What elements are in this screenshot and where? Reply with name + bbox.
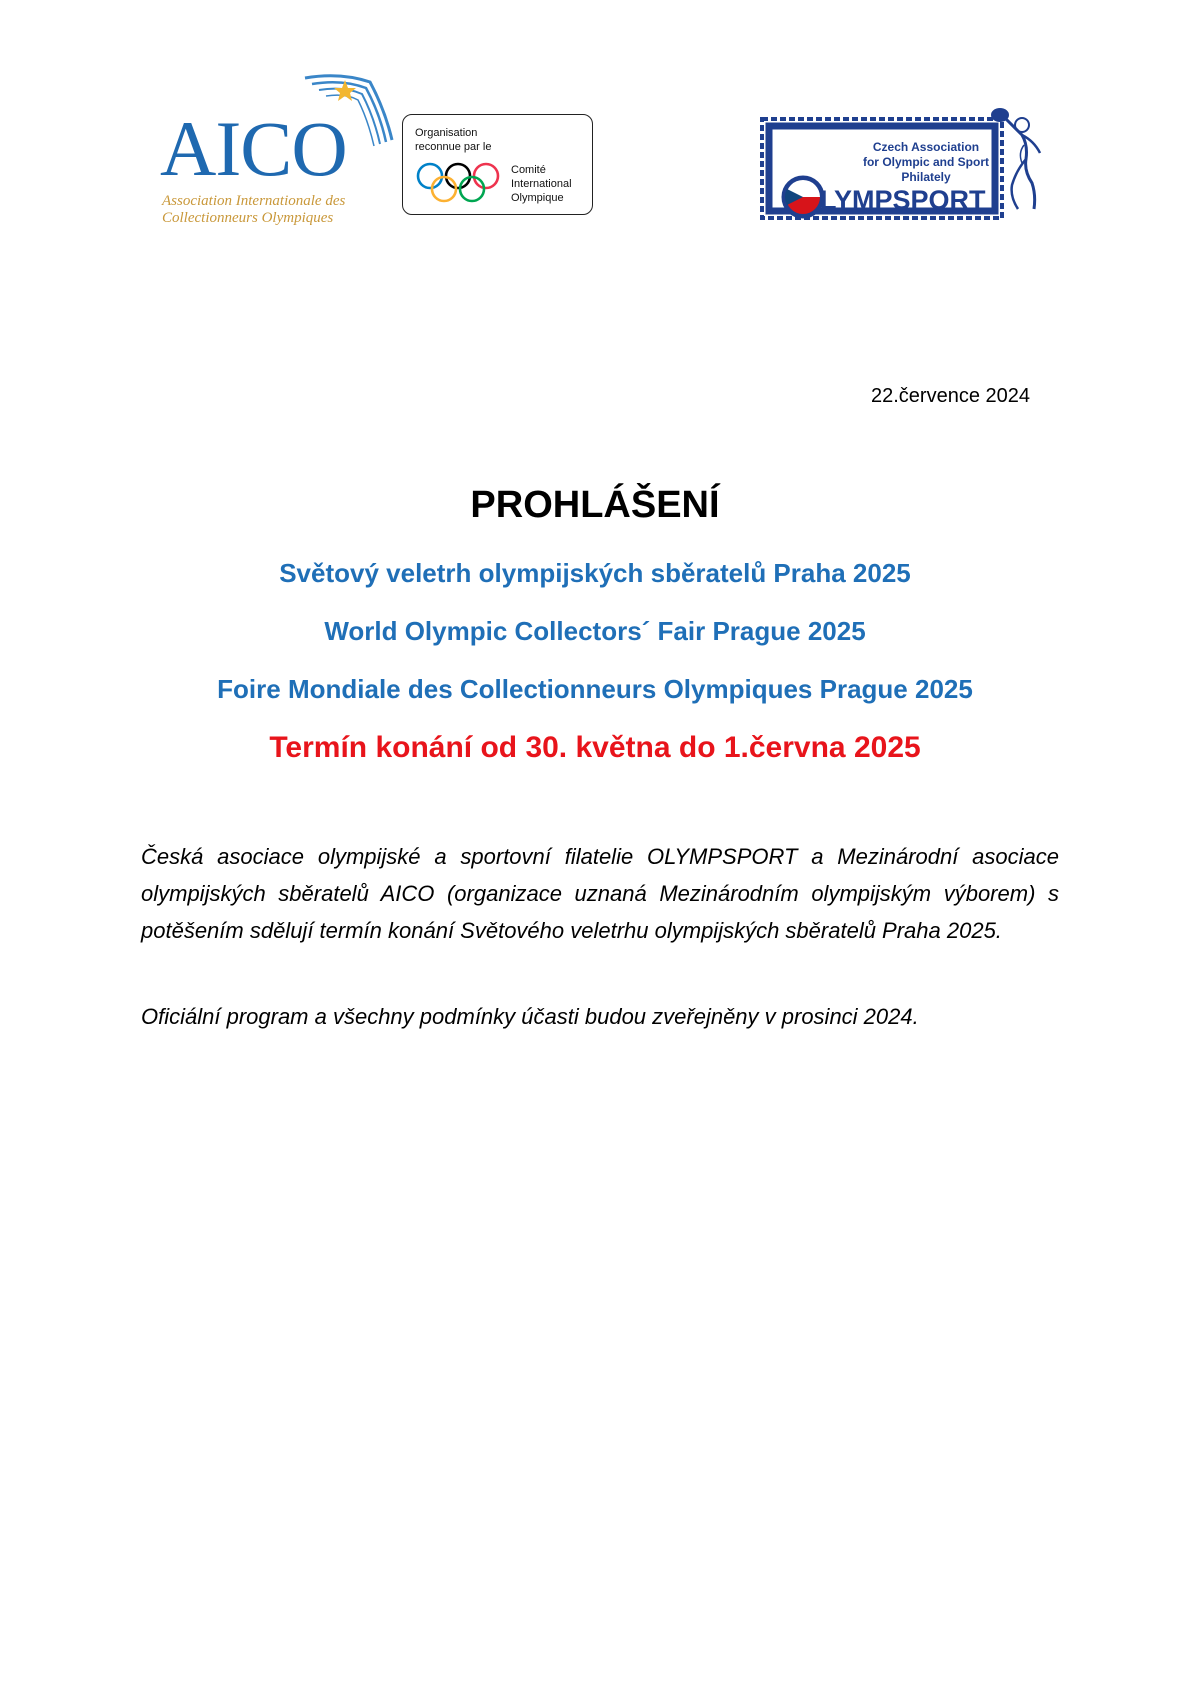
aico-subtitle-line2: Collectionneurs Olympiques [162,210,334,226]
document-heading: PROHLÁŠENÍ [470,484,720,526]
olympsport-logo [760,105,1045,220]
ioc-committee-line2: International [511,178,572,190]
olympsport-line3: Philately [901,170,951,184]
ioc-committee-line1: Comité [511,164,546,176]
subtitle-czech: Světový veletrh olympijských sběratelů Praha 2025 [279,558,911,588]
ioc-badge-line1: Organisation [415,127,478,139]
ioc-committee-line3: Olympique [511,192,564,204]
aico-logo [160,70,390,230]
discus-thrower-icon [988,105,1050,213]
subtitle-english: World Olympic Collectors´ Fair Prague 2025 [324,616,866,646]
ioc-recognition-badge [402,114,593,215]
ioc-badge-line2: reconnue par le [415,141,492,153]
olympsport-line2: for Olympic and Sport [862,155,989,169]
aico-wordmark: AICO [160,105,347,192]
body-paragraph-2: Oficiální program a všechny podmínky účasti budou zveřejněny v prosinci 2024. [141,1004,919,1029]
olympic-rings-icon [415,161,501,205]
aico-subtitle-line1: Association Internationale des [162,193,346,209]
event-dates: Termín konání od 30. května do 1.června 2025 [269,731,921,764]
olympsport-line1: Czech Association [872,140,980,154]
body-paragraph-1: Česká asociace olympijské a sportovní filatelie OLYMPSPORT a Mezinárodní asociace olympijských sběratelů AICO (organizace uznaná Mezinárodním olympijským výborem) s potěšením sdělují termín konání Světového veletrhu olympijských sběratelů Praha 2025. [141,844,1059,943]
document-date: 22.července 2024 [870,385,1030,407]
olympsport-wordmark: LYMPSPORT [820,185,986,215]
subtitle-french: Foire Mondiale des Collectionneurs Olympiques Prague 2025 [217,674,973,704]
